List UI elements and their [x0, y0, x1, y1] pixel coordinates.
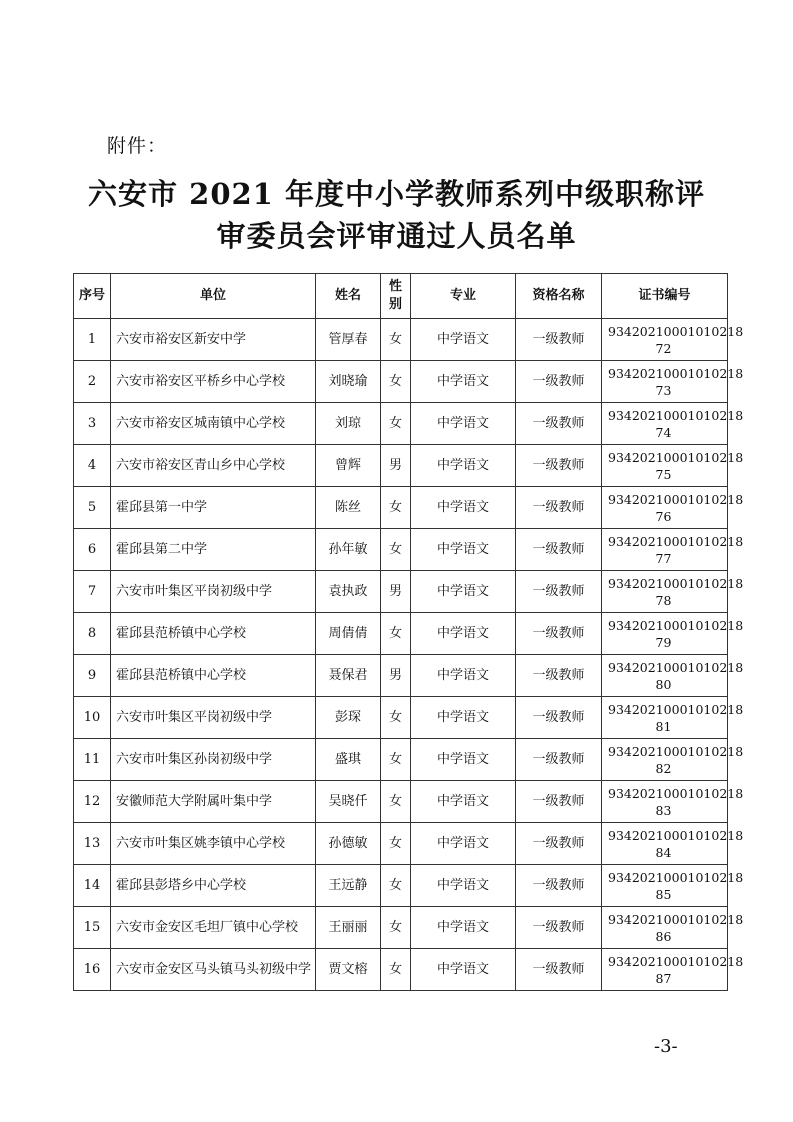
certificate-number-part1: 93420210001010218	[608, 785, 744, 801]
certificate-number-part2: 86	[655, 928, 672, 944]
cell-major: 中学语文	[411, 907, 516, 949]
certificate-number-part1: 93420210001010218	[608, 491, 744, 507]
cell-unit: 霍邱县范桥镇中心学校	[111, 655, 316, 697]
certificate-number-part1: 93420210001010218	[608, 659, 744, 675]
certificate-number-part1: 93420210001010218	[608, 743, 744, 759]
table-row	[74, 823, 728, 865]
cell-name: 王丽丽	[316, 907, 381, 949]
header-gender-line1: 性	[388, 279, 402, 294]
cell-unit: 六安市裕安区城南镇中心学校	[111, 403, 316, 445]
cell-no: 8	[74, 613, 111, 655]
cell-unit: 六安市叶集区孙岗初级中学	[111, 739, 316, 781]
cell-qualification: 一级教师	[516, 529, 602, 571]
certificate-number-part1: 93420210001010218	[608, 575, 744, 591]
cell-no: 10	[74, 697, 111, 739]
certificate-number-part2: 80	[655, 676, 672, 692]
cell-no: 12	[74, 781, 111, 823]
header-qualification: 资格名称	[516, 274, 602, 319]
table-row	[74, 781, 728, 823]
cell-qualification: 一级教师	[516, 613, 602, 655]
cell-no: 5	[74, 487, 111, 529]
cell-unit: 六安市裕安区青山乡中心学校	[111, 445, 316, 487]
table-row	[74, 319, 728, 361]
cell-name: 管厚春	[316, 319, 381, 361]
cell-gender: 女	[381, 739, 411, 781]
cell-no: 9	[74, 655, 111, 697]
cell-major: 中学语文	[411, 823, 516, 865]
document-title-line1: 六安市 2021 年度中小学教师系列中级职称评	[88, 177, 705, 211]
cell-unit: 霍邱县第二中学	[111, 529, 316, 571]
table-row	[74, 697, 728, 739]
cell-certificate	[602, 445, 744, 487]
table-row	[74, 445, 728, 487]
table-body	[74, 319, 744, 991]
cell-major: 中学语文	[411, 445, 516, 487]
certificate-number-part1: 93420210001010218	[608, 365, 744, 381]
cell-major: 中学语文	[411, 361, 516, 403]
cell-name: 刘琼	[316, 403, 381, 445]
cell-name: 吴晓仟	[316, 781, 381, 823]
cell-qualification: 一级教师	[516, 445, 602, 487]
cell-major: 中学语文	[411, 739, 516, 781]
cell-gender: 女	[381, 823, 411, 865]
table-row	[74, 403, 728, 445]
document-title-line2: 审委员会评审通过人员名单	[216, 219, 577, 253]
cell-no: 3	[74, 403, 111, 445]
cell-name: 周倩倩	[316, 613, 381, 655]
cell-certificate	[602, 571, 744, 613]
cell-gender: 女	[381, 865, 411, 907]
cell-no: 11	[74, 739, 111, 781]
cell-unit: 六安市叶集区姚李镇中心学校	[111, 823, 316, 865]
table-row	[74, 655, 728, 697]
cell-name: 彭琛	[316, 697, 381, 739]
certificate-number-part2: 76	[655, 508, 672, 524]
certificate-number-part2: 74	[655, 424, 672, 440]
cell-unit: 六安市金安区毛坦厂镇中心学校	[111, 907, 316, 949]
cell-name: 曾辉	[316, 445, 381, 487]
cell-gender: 女	[381, 907, 411, 949]
cell-major: 中学语文	[411, 571, 516, 613]
cell-qualification: 一级教师	[516, 739, 602, 781]
cell-name: 贾文榕	[316, 949, 381, 991]
certificate-number-part1: 93420210001010218	[608, 827, 744, 843]
table-row	[74, 739, 728, 781]
certificate-number-part1: 93420210001010218	[608, 323, 744, 339]
table-row	[74, 487, 728, 529]
cell-qualification: 一级教师	[516, 823, 602, 865]
cell-gender: 女	[381, 487, 411, 529]
header-gender-line2: 别	[388, 297, 402, 312]
cell-unit: 六安市裕安区平桥乡中心学校	[111, 361, 316, 403]
cell-name: 盛琪	[316, 739, 381, 781]
header-major: 专业	[411, 274, 516, 319]
certificate-number-part1: 93420210001010218	[608, 533, 744, 549]
cell-major: 中学语文	[411, 403, 516, 445]
cell-name: 陈丝	[316, 487, 381, 529]
cell-name: 袁执政	[316, 571, 381, 613]
cell-gender: 女	[381, 361, 411, 403]
cell-no: 2	[74, 361, 111, 403]
cell-certificate	[602, 865, 744, 907]
certificate-number-part2: 84	[655, 844, 672, 860]
cell-gender: 女	[381, 529, 411, 571]
header-certificate: 证书编号	[602, 274, 728, 319]
cell-qualification: 一级教师	[516, 697, 602, 739]
cell-certificate	[602, 613, 744, 655]
cell-gender: 女	[381, 697, 411, 739]
table-row	[74, 907, 728, 949]
cell-qualification: 一级教师	[516, 781, 602, 823]
cell-certificate	[602, 529, 744, 571]
header-no: 序号	[74, 274, 111, 319]
header-name: 姓名	[316, 274, 381, 319]
cell-unit: 霍邱县彭塔乡中心学校	[111, 865, 316, 907]
cell-name: 聂保君	[316, 655, 381, 697]
cell-certificate	[602, 949, 744, 991]
cell-qualification: 一级教师	[516, 907, 602, 949]
cell-no: 7	[74, 571, 111, 613]
cell-certificate	[602, 697, 744, 739]
cell-certificate	[602, 655, 744, 697]
cell-name: 刘晓瑜	[316, 361, 381, 403]
cell-no: 6	[74, 529, 111, 571]
cell-certificate	[602, 823, 744, 865]
cell-no: 4	[74, 445, 111, 487]
page-number: -3-	[654, 1036, 678, 1057]
cell-no: 15	[74, 907, 111, 949]
certificate-number-part1: 93420210001010218	[608, 869, 744, 885]
certificate-number-part2: 77	[655, 550, 672, 566]
cell-gender: 女	[381, 403, 411, 445]
cell-major: 中学语文	[411, 613, 516, 655]
cell-major: 中学语文	[411, 529, 516, 571]
cell-certificate	[602, 739, 744, 781]
cell-certificate	[602, 781, 744, 823]
certificate-number-part2: 73	[655, 382, 672, 398]
cell-qualification: 一级教师	[516, 361, 602, 403]
certificate-number-part2: 82	[655, 760, 672, 776]
cell-no: 1	[74, 319, 111, 361]
cell-certificate	[602, 319, 744, 361]
cell-certificate	[602, 403, 744, 445]
cell-gender: 女	[381, 781, 411, 823]
table-row	[74, 865, 728, 907]
cell-unit: 霍邱县第一中学	[111, 487, 316, 529]
cell-qualification: 一级教师	[516, 865, 602, 907]
certificate-number-part1: 93420210001010218	[608, 701, 744, 717]
personnel-table	[73, 273, 744, 991]
cell-certificate	[602, 487, 744, 529]
certificate-number-part2: 87	[655, 970, 672, 986]
table-row	[74, 613, 728, 655]
cell-gender: 男	[381, 445, 411, 487]
cell-unit: 安徽师范大学附属叶集中学	[111, 781, 316, 823]
certificate-number-part2: 78	[655, 592, 672, 608]
header-unit: 单位	[111, 274, 316, 319]
cell-qualification: 一级教师	[516, 487, 602, 529]
certificate-number-part2: 81	[655, 718, 672, 734]
cell-gender: 女	[381, 613, 411, 655]
cell-unit: 六安市叶集区平岗初级中学	[111, 571, 316, 613]
certificate-number-part2: 72	[655, 340, 672, 356]
certificate-number-part1: 93420210001010218	[608, 449, 744, 465]
cell-qualification: 一级教师	[516, 571, 602, 613]
certificate-number-part2: 79	[655, 634, 672, 650]
cell-gender: 男	[381, 655, 411, 697]
cell-no: 14	[74, 865, 111, 907]
cell-qualification: 一级教师	[516, 949, 602, 991]
cell-gender: 女	[381, 949, 411, 991]
table-row	[74, 571, 728, 613]
cell-name: 王远静	[316, 865, 381, 907]
cell-gender: 女	[381, 319, 411, 361]
certificate-number-part2: 85	[655, 886, 672, 902]
certificate-number-part2: 75	[655, 466, 672, 482]
certificate-number-part1: 93420210001010218	[608, 911, 744, 927]
certificate-number-part1: 93420210001010218	[608, 953, 744, 969]
cell-major: 中学语文	[411, 487, 516, 529]
cell-major: 中学语文	[411, 781, 516, 823]
cell-unit: 六安市叶集区平岗初级中学	[111, 697, 316, 739]
cell-major: 中学语文	[411, 949, 516, 991]
cell-no: 13	[74, 823, 111, 865]
cell-unit: 霍邱县范桥镇中心学校	[111, 613, 316, 655]
cell-certificate	[602, 907, 744, 949]
table-row	[74, 529, 728, 571]
cell-no: 16	[74, 949, 111, 991]
cell-name: 孙德敏	[316, 823, 381, 865]
header-gender	[381, 274, 411, 319]
attachment-label: 附件：	[107, 135, 168, 157]
cell-major: 中学语文	[411, 319, 516, 361]
cell-unit: 六安市金安区马头镇马头初级中学	[111, 949, 316, 991]
certificate-number-part2: 83	[655, 802, 672, 818]
cell-major: 中学语文	[411, 655, 516, 697]
table-row	[74, 949, 728, 991]
cell-name: 孙年敏	[316, 529, 381, 571]
cell-gender: 男	[381, 571, 411, 613]
cell-unit: 六安市裕安区新安中学	[111, 319, 316, 361]
cell-qualification: 一级教师	[516, 319, 602, 361]
cell-qualification: 一级教师	[516, 655, 602, 697]
cell-certificate	[602, 361, 744, 403]
cell-major: 中学语文	[411, 697, 516, 739]
table-header-row	[74, 274, 728, 319]
table-row	[74, 361, 728, 403]
certificate-number-part1: 93420210001010218	[608, 407, 744, 423]
cell-qualification: 一级教师	[516, 403, 602, 445]
cell-major: 中学语文	[411, 865, 516, 907]
certificate-number-part1: 93420210001010218	[608, 617, 744, 633]
